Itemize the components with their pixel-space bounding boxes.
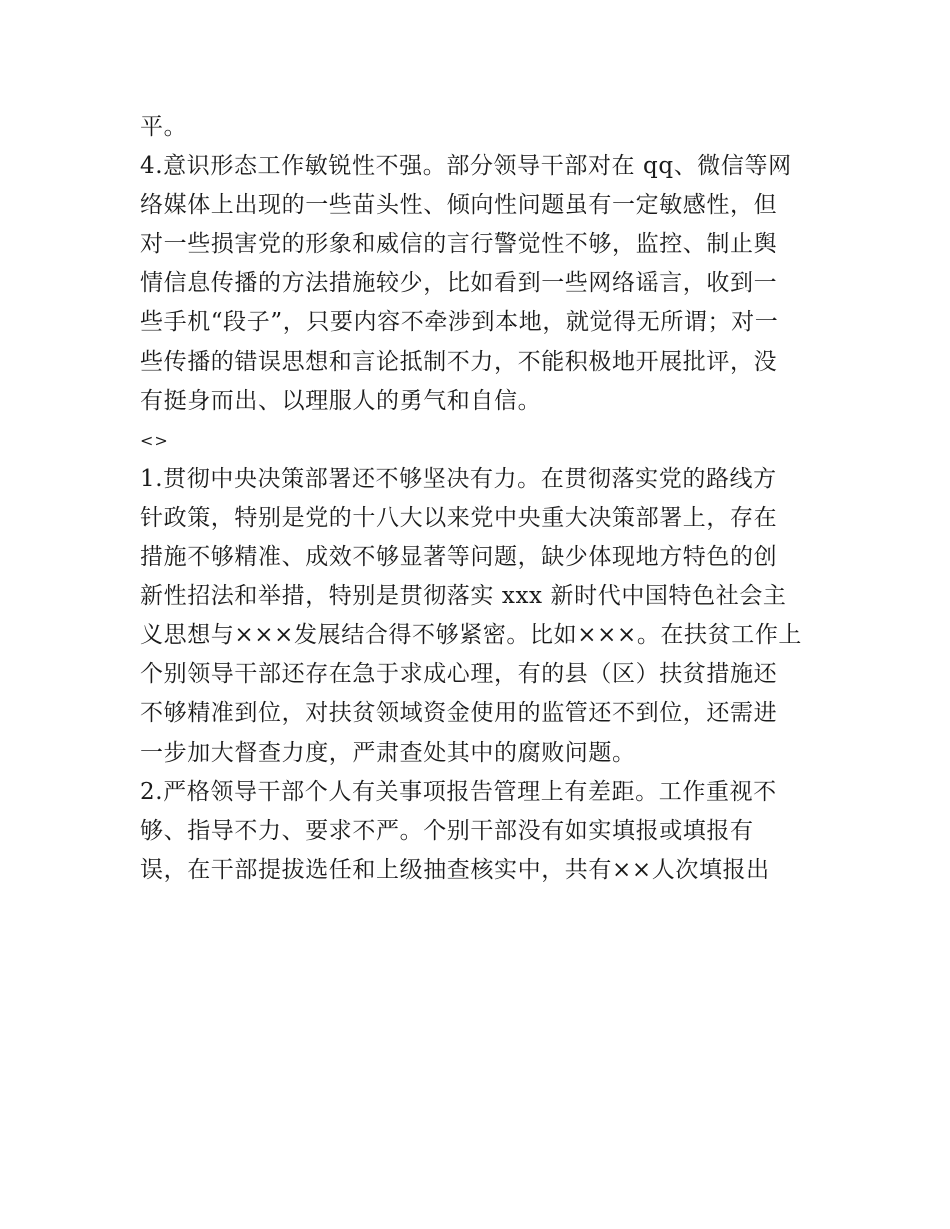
text-line: 措施不够精准、成效不够显著等问题，缺少体现地方特色的创 <box>140 544 778 571</box>
text-line: 一步加大督查力度，严肃查处其中的腐败问题。 <box>140 739 636 766</box>
text-line: 1.贯彻中央决策部署还不够坚决有力。在贯彻落实党的路线方 <box>140 465 777 492</box>
text-line: 新性招法和举措，特别是贯彻落实 xxx 新时代中国特色社会主 <box>140 583 787 610</box>
text-line: 4.意识形态工作敏锐性不强。部分领导干部对在 qq、微信等网 <box>140 153 792 180</box>
text-line: 义思想与×××发展结合得不够紧密。比如×××。在扶贫工作上 <box>140 622 803 649</box>
text-line: 2.严格领导干部个人有关事项报告管理上有差距。工作重视不 <box>140 778 777 805</box>
text-line: 够、指导不力、要求不严。个别干部没有如实填报或填报有 <box>140 817 754 844</box>
document-body <box>140 108 812 890</box>
text-line: 个别领导干部还存在急于求成心理，有的县（区）扶贫措施还 <box>140 661 778 688</box>
text-line: 平。 <box>140 114 188 140</box>
section-marker: <> <box>140 430 169 450</box>
text-line: 对一些损害党的形象和威信的言行警觉性不够，监控、制止舆 <box>140 231 778 258</box>
text-line: 误，在干部提拔选任和上级抽查核实中，共有××人次填报出 <box>140 856 770 883</box>
text-line: 针政策，特别是党的十八大以来党中央重大决策部署上，存在 <box>140 504 778 531</box>
text-line: 有挺身而出、以理服人的勇气和自信。 <box>140 387 542 414</box>
text-line: 些传播的错误思想和言论抵制不力，不能积极地开展批评，没 <box>140 348 778 375</box>
text-line: 络媒体上出现的一些苗头性、倾向性问题虽有一定敏感性，但 <box>140 192 778 219</box>
text-line: 情信息传播的方法措施较少，比如看到一些网络谣言，收到一 <box>140 270 778 297</box>
text-line: 些手机“段子”，只要内容不牵涉到本地，就觉得无所谓；对一 <box>140 309 779 336</box>
text-line: 不够精准到位，对扶贫领域资金使用的监管还不到位，还需进 <box>140 700 778 727</box>
